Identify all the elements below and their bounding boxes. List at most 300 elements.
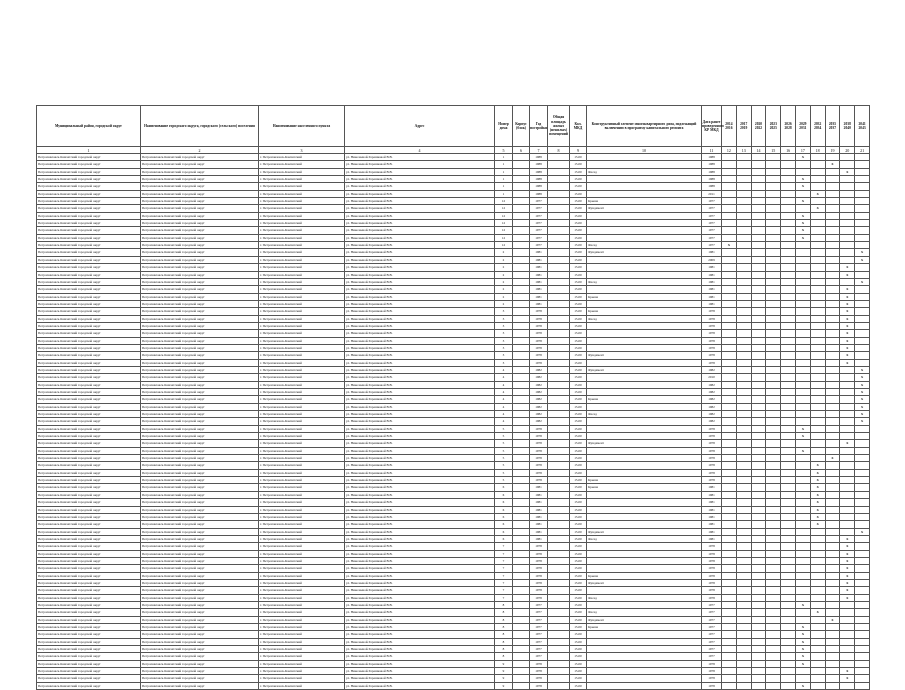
period-cell bbox=[855, 469, 870, 476]
table-row bbox=[37, 220, 870, 227]
cell-c5: 12 bbox=[495, 242, 513, 249]
period-cell bbox=[736, 220, 751, 227]
period-cell bbox=[736, 594, 751, 601]
cell-c4: ул. Николаевой-Терешковой В.В. bbox=[345, 264, 495, 271]
period-cell bbox=[751, 366, 766, 373]
cell-c1: Петропавловск-Камчатский городской округ bbox=[37, 286, 141, 293]
period-cell bbox=[722, 344, 737, 351]
cell-c11: 1978 bbox=[702, 572, 722, 579]
period-cell bbox=[751, 506, 766, 513]
cell-c11: 1981 bbox=[702, 286, 722, 293]
table-row bbox=[37, 455, 870, 462]
period-cell bbox=[781, 366, 796, 373]
table-row bbox=[37, 587, 870, 594]
period-cell bbox=[795, 513, 810, 520]
cell-c11: 1977 bbox=[702, 198, 722, 205]
repair-period-mark: X bbox=[840, 675, 855, 682]
cell-c7: 1977 bbox=[530, 198, 548, 205]
cell-c11: 1981 bbox=[702, 264, 722, 271]
cell-c6 bbox=[513, 579, 530, 586]
cell-c5: 7 bbox=[495, 543, 513, 550]
cell-c6 bbox=[513, 624, 530, 631]
period-cell bbox=[781, 506, 796, 513]
repair-period-mark: X bbox=[795, 234, 810, 241]
period-cell bbox=[781, 411, 796, 418]
period-cell bbox=[781, 557, 796, 564]
cell-c8 bbox=[548, 183, 570, 190]
period-cell bbox=[736, 675, 751, 682]
repair-period-mark: X bbox=[825, 455, 840, 462]
repair-period-mark: X bbox=[810, 190, 825, 197]
period-cell bbox=[825, 308, 840, 315]
cell-c5: 9 bbox=[495, 682, 513, 689]
period-cell bbox=[722, 513, 737, 520]
period-cell bbox=[825, 352, 840, 359]
cell-c11: 1977 bbox=[702, 609, 722, 616]
period-cell bbox=[751, 433, 766, 440]
period-cell bbox=[810, 183, 825, 190]
cell-c2: Петропавловск-Камчатский городской округ bbox=[141, 381, 259, 388]
period-cell bbox=[781, 161, 796, 168]
table-row bbox=[37, 609, 870, 616]
period-cell bbox=[751, 154, 766, 161]
period-cell bbox=[825, 425, 840, 432]
repair-period-mark: X bbox=[810, 469, 825, 476]
period-cell bbox=[795, 528, 810, 535]
period-cell bbox=[855, 499, 870, 506]
cell-c3: г. Петропавловск-Камчатский bbox=[259, 484, 345, 491]
period-cell bbox=[855, 543, 870, 550]
period-cell bbox=[810, 447, 825, 454]
period-cell bbox=[736, 322, 751, 329]
cell-c2: Петропавловск-Камчатский городской округ bbox=[141, 638, 259, 645]
period-cell bbox=[840, 403, 855, 410]
cell-c5: 12 bbox=[495, 234, 513, 241]
period-cell bbox=[825, 264, 840, 271]
cell-c2: Петропавловск-Камчатский городской округ bbox=[141, 609, 259, 616]
table-row bbox=[37, 366, 870, 373]
period-cell bbox=[855, 535, 870, 542]
period-cell bbox=[751, 572, 766, 579]
cell-c2: Петропавловск-Камчатский городской округ bbox=[141, 499, 259, 506]
period-cell bbox=[736, 521, 751, 528]
column-header-13: 2017 2019 bbox=[736, 106, 751, 147]
column-number-6: 6 bbox=[513, 147, 530, 154]
period-cell bbox=[781, 425, 796, 432]
period-cell bbox=[766, 462, 781, 469]
cell-c9: 15.00 bbox=[570, 425, 587, 432]
repair-period-mark: X bbox=[795, 220, 810, 227]
cell-c4: ул. Николаевой-Терешковой В.В. bbox=[345, 638, 495, 645]
repair-period-mark: X bbox=[855, 366, 870, 373]
period-cell bbox=[781, 300, 796, 307]
column-header-8: Общая площадь жилых (нежилых) помещений bbox=[548, 106, 570, 147]
cell-c3: г. Петропавловск-Камчатский bbox=[259, 572, 345, 579]
cell-c7: 1978 bbox=[530, 330, 548, 337]
period-cell bbox=[736, 572, 751, 579]
repair-period-mark: X bbox=[840, 579, 855, 586]
cell-c5: 3 bbox=[495, 359, 513, 366]
cell-c1: Петропавловск-Камчатский городской округ bbox=[37, 513, 141, 520]
cell-c2: Петропавловск-Камчатский городской округ bbox=[141, 668, 259, 675]
period-cell bbox=[840, 212, 855, 219]
table-row bbox=[37, 418, 870, 425]
table-row bbox=[37, 682, 870, 689]
cell-c11: 1977 bbox=[702, 220, 722, 227]
cell-c3: г. Петропавловск-Камчатский bbox=[259, 624, 345, 631]
repair-period-mark: X bbox=[840, 557, 855, 564]
cell-c6 bbox=[513, 227, 530, 234]
period-cell bbox=[825, 403, 840, 410]
cell-c1: Петропавловск-Камчатский городской округ bbox=[37, 506, 141, 513]
cell-c4: ул. Николаевой-Терешковой В.В. bbox=[345, 535, 495, 542]
column-number-13: 13 bbox=[736, 147, 751, 154]
cell-c11: 1988 bbox=[702, 161, 722, 168]
cell-c1: Петропавловск-Камчатский городской округ bbox=[37, 366, 141, 373]
cell-c4: ул. Николаевой-Терешковой В.В. bbox=[345, 660, 495, 667]
cell-c3: г. Петропавловск-Камчатский bbox=[259, 675, 345, 682]
period-cell bbox=[736, 609, 751, 616]
period-cell bbox=[766, 330, 781, 337]
cell-c8 bbox=[548, 359, 570, 366]
cell-c1: Петропавловск-Камчатский городской округ bbox=[37, 484, 141, 491]
cell-c6 bbox=[513, 242, 530, 249]
period-cell bbox=[736, 506, 751, 513]
period-cell bbox=[855, 205, 870, 212]
period-cell bbox=[722, 447, 737, 454]
period-cell bbox=[781, 337, 796, 344]
cell-c5: 6 bbox=[495, 491, 513, 498]
cell-c11: 1978 bbox=[702, 352, 722, 359]
cell-c4: ул. Николаевой-Терешковой В.В. bbox=[345, 315, 495, 322]
period-cell bbox=[722, 389, 737, 396]
period-cell bbox=[736, 308, 751, 315]
period-cell bbox=[722, 499, 737, 506]
period-cell bbox=[751, 337, 766, 344]
cell-c6 bbox=[513, 411, 530, 418]
period-cell bbox=[825, 499, 840, 506]
repair-period-mark: X bbox=[795, 183, 810, 190]
cell-c8 bbox=[548, 242, 570, 249]
period-cell bbox=[795, 293, 810, 300]
period-cell bbox=[795, 168, 810, 175]
cell-c4: ул. Николаевой-Терешковой В.В. bbox=[345, 462, 495, 469]
column-header-18: 2032 2034 bbox=[810, 106, 825, 147]
cell-c8 bbox=[548, 572, 570, 579]
cell-c6 bbox=[513, 176, 530, 183]
period-cell bbox=[766, 190, 781, 197]
cell-c10 bbox=[587, 682, 702, 689]
cell-c5: 3 bbox=[495, 330, 513, 337]
cell-c7: 1978 bbox=[530, 543, 548, 550]
period-cell bbox=[722, 682, 737, 689]
cell-c10 bbox=[587, 521, 702, 528]
period-cell bbox=[766, 308, 781, 315]
period-cell bbox=[781, 513, 796, 520]
period-cell bbox=[810, 227, 825, 234]
cell-c11: 1982 bbox=[702, 396, 722, 403]
cell-c4: ул. Николаевой-Терешковой В.В. bbox=[345, 183, 495, 190]
period-cell bbox=[736, 513, 751, 520]
table-row bbox=[37, 594, 870, 601]
cell-c9: 15.00 bbox=[570, 271, 587, 278]
cell-c10: Крыша bbox=[587, 198, 702, 205]
cell-c7: 1982 bbox=[530, 389, 548, 396]
cell-c3: г. Петропавловск-Камчатский bbox=[259, 242, 345, 249]
cell-c11: 1977 bbox=[702, 601, 722, 608]
cell-c9: 15.00 bbox=[570, 242, 587, 249]
cell-c2: Петропавловск-Камчатский городской округ bbox=[141, 484, 259, 491]
period-cell bbox=[855, 352, 870, 359]
cell-c8 bbox=[548, 543, 570, 550]
repair-period-mark: X bbox=[795, 660, 810, 667]
period-cell bbox=[795, 418, 810, 425]
period-cell bbox=[766, 447, 781, 454]
period-cell bbox=[855, 154, 870, 161]
cell-c7: 1977 bbox=[530, 616, 548, 623]
period-cell bbox=[840, 609, 855, 616]
period-cell bbox=[766, 579, 781, 586]
period-cell bbox=[751, 462, 766, 469]
cell-c7: 1978 bbox=[530, 462, 548, 469]
cell-c5: 4 bbox=[495, 366, 513, 373]
cell-c10 bbox=[587, 183, 702, 190]
cell-c2: Петропавловск-Камчатский городской округ bbox=[141, 528, 259, 535]
cell-c8 bbox=[548, 609, 570, 616]
cell-c1: Петропавловск-Камчатский городской округ bbox=[37, 190, 141, 197]
period-cell bbox=[781, 528, 796, 535]
cell-c2: Петропавловск-Камчатский городской округ bbox=[141, 198, 259, 205]
period-cell bbox=[810, 411, 825, 418]
table-row bbox=[37, 668, 870, 675]
cell-c6 bbox=[513, 550, 530, 557]
period-cell bbox=[751, 675, 766, 682]
cell-c11: 1977 bbox=[702, 616, 722, 623]
cell-c10 bbox=[587, 220, 702, 227]
cell-c2: Петропавловск-Камчатский городской округ bbox=[141, 433, 259, 440]
cell-c4: ул. Николаевой-Терешковой В.В. bbox=[345, 286, 495, 293]
period-cell bbox=[766, 528, 781, 535]
cell-c10 bbox=[587, 499, 702, 506]
cell-c8 bbox=[548, 322, 570, 329]
cell-c6 bbox=[513, 601, 530, 608]
period-cell bbox=[722, 631, 737, 638]
period-cell bbox=[810, 418, 825, 425]
cell-c7: 1981 bbox=[530, 264, 548, 271]
cell-c4: ул. Николаевой-Терешковой В.В. bbox=[345, 256, 495, 263]
cell-c4: ул. Николаевой-Терешковой В.В. bbox=[345, 198, 495, 205]
cell-c1: Петропавловск-Камчатский городской округ bbox=[37, 374, 141, 381]
cell-c7: 1978 bbox=[530, 425, 548, 432]
cell-c11: 1978 bbox=[702, 565, 722, 572]
cell-c9: 15.00 bbox=[570, 366, 587, 373]
cell-c8 bbox=[548, 535, 570, 542]
period-cell bbox=[825, 220, 840, 227]
cell-c9: 15.00 bbox=[570, 675, 587, 682]
period-cell bbox=[810, 682, 825, 689]
period-cell bbox=[766, 212, 781, 219]
cell-c6 bbox=[513, 631, 530, 638]
cell-c7: 1978 bbox=[530, 579, 548, 586]
cell-c9: 15.00 bbox=[570, 300, 587, 307]
repair-period-mark: X bbox=[840, 550, 855, 557]
period-cell bbox=[766, 300, 781, 307]
period-cell bbox=[766, 455, 781, 462]
cell-c10 bbox=[587, 264, 702, 271]
cell-c6 bbox=[513, 521, 530, 528]
cell-c6 bbox=[513, 609, 530, 616]
cell-c11: 1978 bbox=[702, 322, 722, 329]
cell-c8 bbox=[548, 469, 570, 476]
period-cell bbox=[722, 433, 737, 440]
cell-c2: Петропавловск-Камчатский городской округ bbox=[141, 455, 259, 462]
period-cell bbox=[795, 543, 810, 550]
period-cell bbox=[810, 322, 825, 329]
cell-c6 bbox=[513, 477, 530, 484]
cell-c8 bbox=[548, 425, 570, 432]
cell-c7: 1978 bbox=[530, 682, 548, 689]
cell-c11: 1982 bbox=[702, 381, 722, 388]
period-cell bbox=[722, 176, 737, 183]
cell-c9: 15.00 bbox=[570, 521, 587, 528]
period-cell bbox=[855, 322, 870, 329]
cell-c9: 15.00 bbox=[570, 374, 587, 381]
period-cell bbox=[781, 675, 796, 682]
cell-c1: Петропавловск-Камчатский городской округ bbox=[37, 469, 141, 476]
cell-c10 bbox=[587, 462, 702, 469]
cell-c2: Петропавловск-Камчатский городской округ bbox=[141, 308, 259, 315]
cell-c3: г. Петропавловск-Камчатский bbox=[259, 425, 345, 432]
cell-c11: 1981 bbox=[702, 293, 722, 300]
period-cell bbox=[840, 462, 855, 469]
period-cell bbox=[810, 653, 825, 660]
period-cell bbox=[722, 616, 737, 623]
table-row bbox=[37, 462, 870, 469]
cell-c11: 1978 bbox=[702, 425, 722, 432]
period-cell bbox=[795, 205, 810, 212]
cell-c3: г. Петропавловск-Камчатский bbox=[259, 183, 345, 190]
cell-c1: Петропавловск-Камчатский городской округ bbox=[37, 234, 141, 241]
period-cell bbox=[810, 587, 825, 594]
cell-c1: Петропавловск-Камчатский городской округ bbox=[37, 675, 141, 682]
cell-c4: ул. Николаевой-Терешковой В.В. bbox=[345, 271, 495, 278]
period-cell bbox=[781, 668, 796, 675]
period-cell bbox=[736, 660, 751, 667]
cell-c11: 1978 bbox=[702, 543, 722, 550]
cell-c9: 15.00 bbox=[570, 616, 587, 623]
period-cell bbox=[722, 425, 737, 432]
cell-c10: Фундамент bbox=[587, 205, 702, 212]
period-cell bbox=[751, 594, 766, 601]
cell-c5: 6 bbox=[495, 506, 513, 513]
cell-c1: Петропавловск-Камчатский городской округ bbox=[37, 212, 141, 219]
column-number-14: 14 bbox=[751, 147, 766, 154]
period-cell bbox=[855, 587, 870, 594]
cell-c5: 4 bbox=[495, 403, 513, 410]
cell-c6 bbox=[513, 183, 530, 190]
period-cell bbox=[810, 433, 825, 440]
period-cell bbox=[766, 220, 781, 227]
cell-c4: ул. Николаевой-Терешковой В.В. bbox=[345, 176, 495, 183]
column-number-12: 12 bbox=[722, 147, 737, 154]
period-cell bbox=[810, 528, 825, 535]
cell-c5: 2 bbox=[495, 249, 513, 256]
period-cell bbox=[766, 624, 781, 631]
cell-c5: 3 bbox=[495, 352, 513, 359]
table-row bbox=[37, 528, 870, 535]
repair-period-mark: X bbox=[840, 337, 855, 344]
cell-c3: г. Петропавловск-Камчатский bbox=[259, 293, 345, 300]
period-cell bbox=[722, 462, 737, 469]
period-cell bbox=[855, 675, 870, 682]
cell-c5: 2 bbox=[495, 271, 513, 278]
period-cell bbox=[736, 535, 751, 542]
repair-period-mark: X bbox=[840, 565, 855, 572]
cell-c8 bbox=[548, 587, 570, 594]
cell-c5: 1 bbox=[495, 183, 513, 190]
period-cell bbox=[795, 300, 810, 307]
cell-c3: г. Петропавловск-Камчатский bbox=[259, 190, 345, 197]
period-cell bbox=[840, 506, 855, 513]
cell-c10 bbox=[587, 631, 702, 638]
period-cell bbox=[736, 440, 751, 447]
period-cell bbox=[855, 330, 870, 337]
cell-c10 bbox=[587, 322, 702, 329]
cell-c7: 1978 bbox=[530, 344, 548, 351]
cell-c11: 1977 bbox=[702, 242, 722, 249]
period-cell bbox=[825, 293, 840, 300]
period-cell bbox=[795, 366, 810, 373]
period-cell bbox=[751, 242, 766, 249]
period-cell bbox=[825, 491, 840, 498]
period-cell bbox=[751, 668, 766, 675]
period-cell bbox=[736, 154, 751, 161]
cell-c6 bbox=[513, 403, 530, 410]
cell-c6 bbox=[513, 418, 530, 425]
period-cell bbox=[825, 374, 840, 381]
cell-c3: г. Петропавловск-Камчатский bbox=[259, 609, 345, 616]
cell-c5: 3 bbox=[495, 308, 513, 315]
cell-c4: ул. Николаевой-Терешковой В.В. bbox=[345, 506, 495, 513]
period-cell bbox=[825, 624, 840, 631]
period-cell bbox=[795, 579, 810, 586]
cell-c11: 1977 bbox=[702, 631, 722, 638]
period-cell bbox=[810, 572, 825, 579]
cell-c3: г. Петропавловск-Камчатский bbox=[259, 278, 345, 285]
period-cell bbox=[766, 337, 781, 344]
cell-c6 bbox=[513, 675, 530, 682]
period-cell bbox=[736, 616, 751, 623]
period-cell bbox=[722, 198, 737, 205]
cell-c2: Петропавловск-Камчатский городской округ bbox=[141, 278, 259, 285]
period-cell bbox=[795, 374, 810, 381]
cell-c6 bbox=[513, 491, 530, 498]
period-cell bbox=[751, 631, 766, 638]
cell-c4: ул. Николаевой-Терешковой В.В. bbox=[345, 352, 495, 359]
cell-c6 bbox=[513, 154, 530, 161]
cell-c8 bbox=[548, 447, 570, 454]
period-cell bbox=[722, 543, 737, 550]
cell-c6 bbox=[513, 168, 530, 175]
cell-c7: 1981 bbox=[530, 484, 548, 491]
period-cell bbox=[751, 455, 766, 462]
cell-c9: 15.00 bbox=[570, 293, 587, 300]
period-cell bbox=[751, 646, 766, 653]
period-cell bbox=[766, 653, 781, 660]
cell-c7: 1981 bbox=[530, 499, 548, 506]
cell-c8 bbox=[548, 381, 570, 388]
period-cell bbox=[840, 601, 855, 608]
